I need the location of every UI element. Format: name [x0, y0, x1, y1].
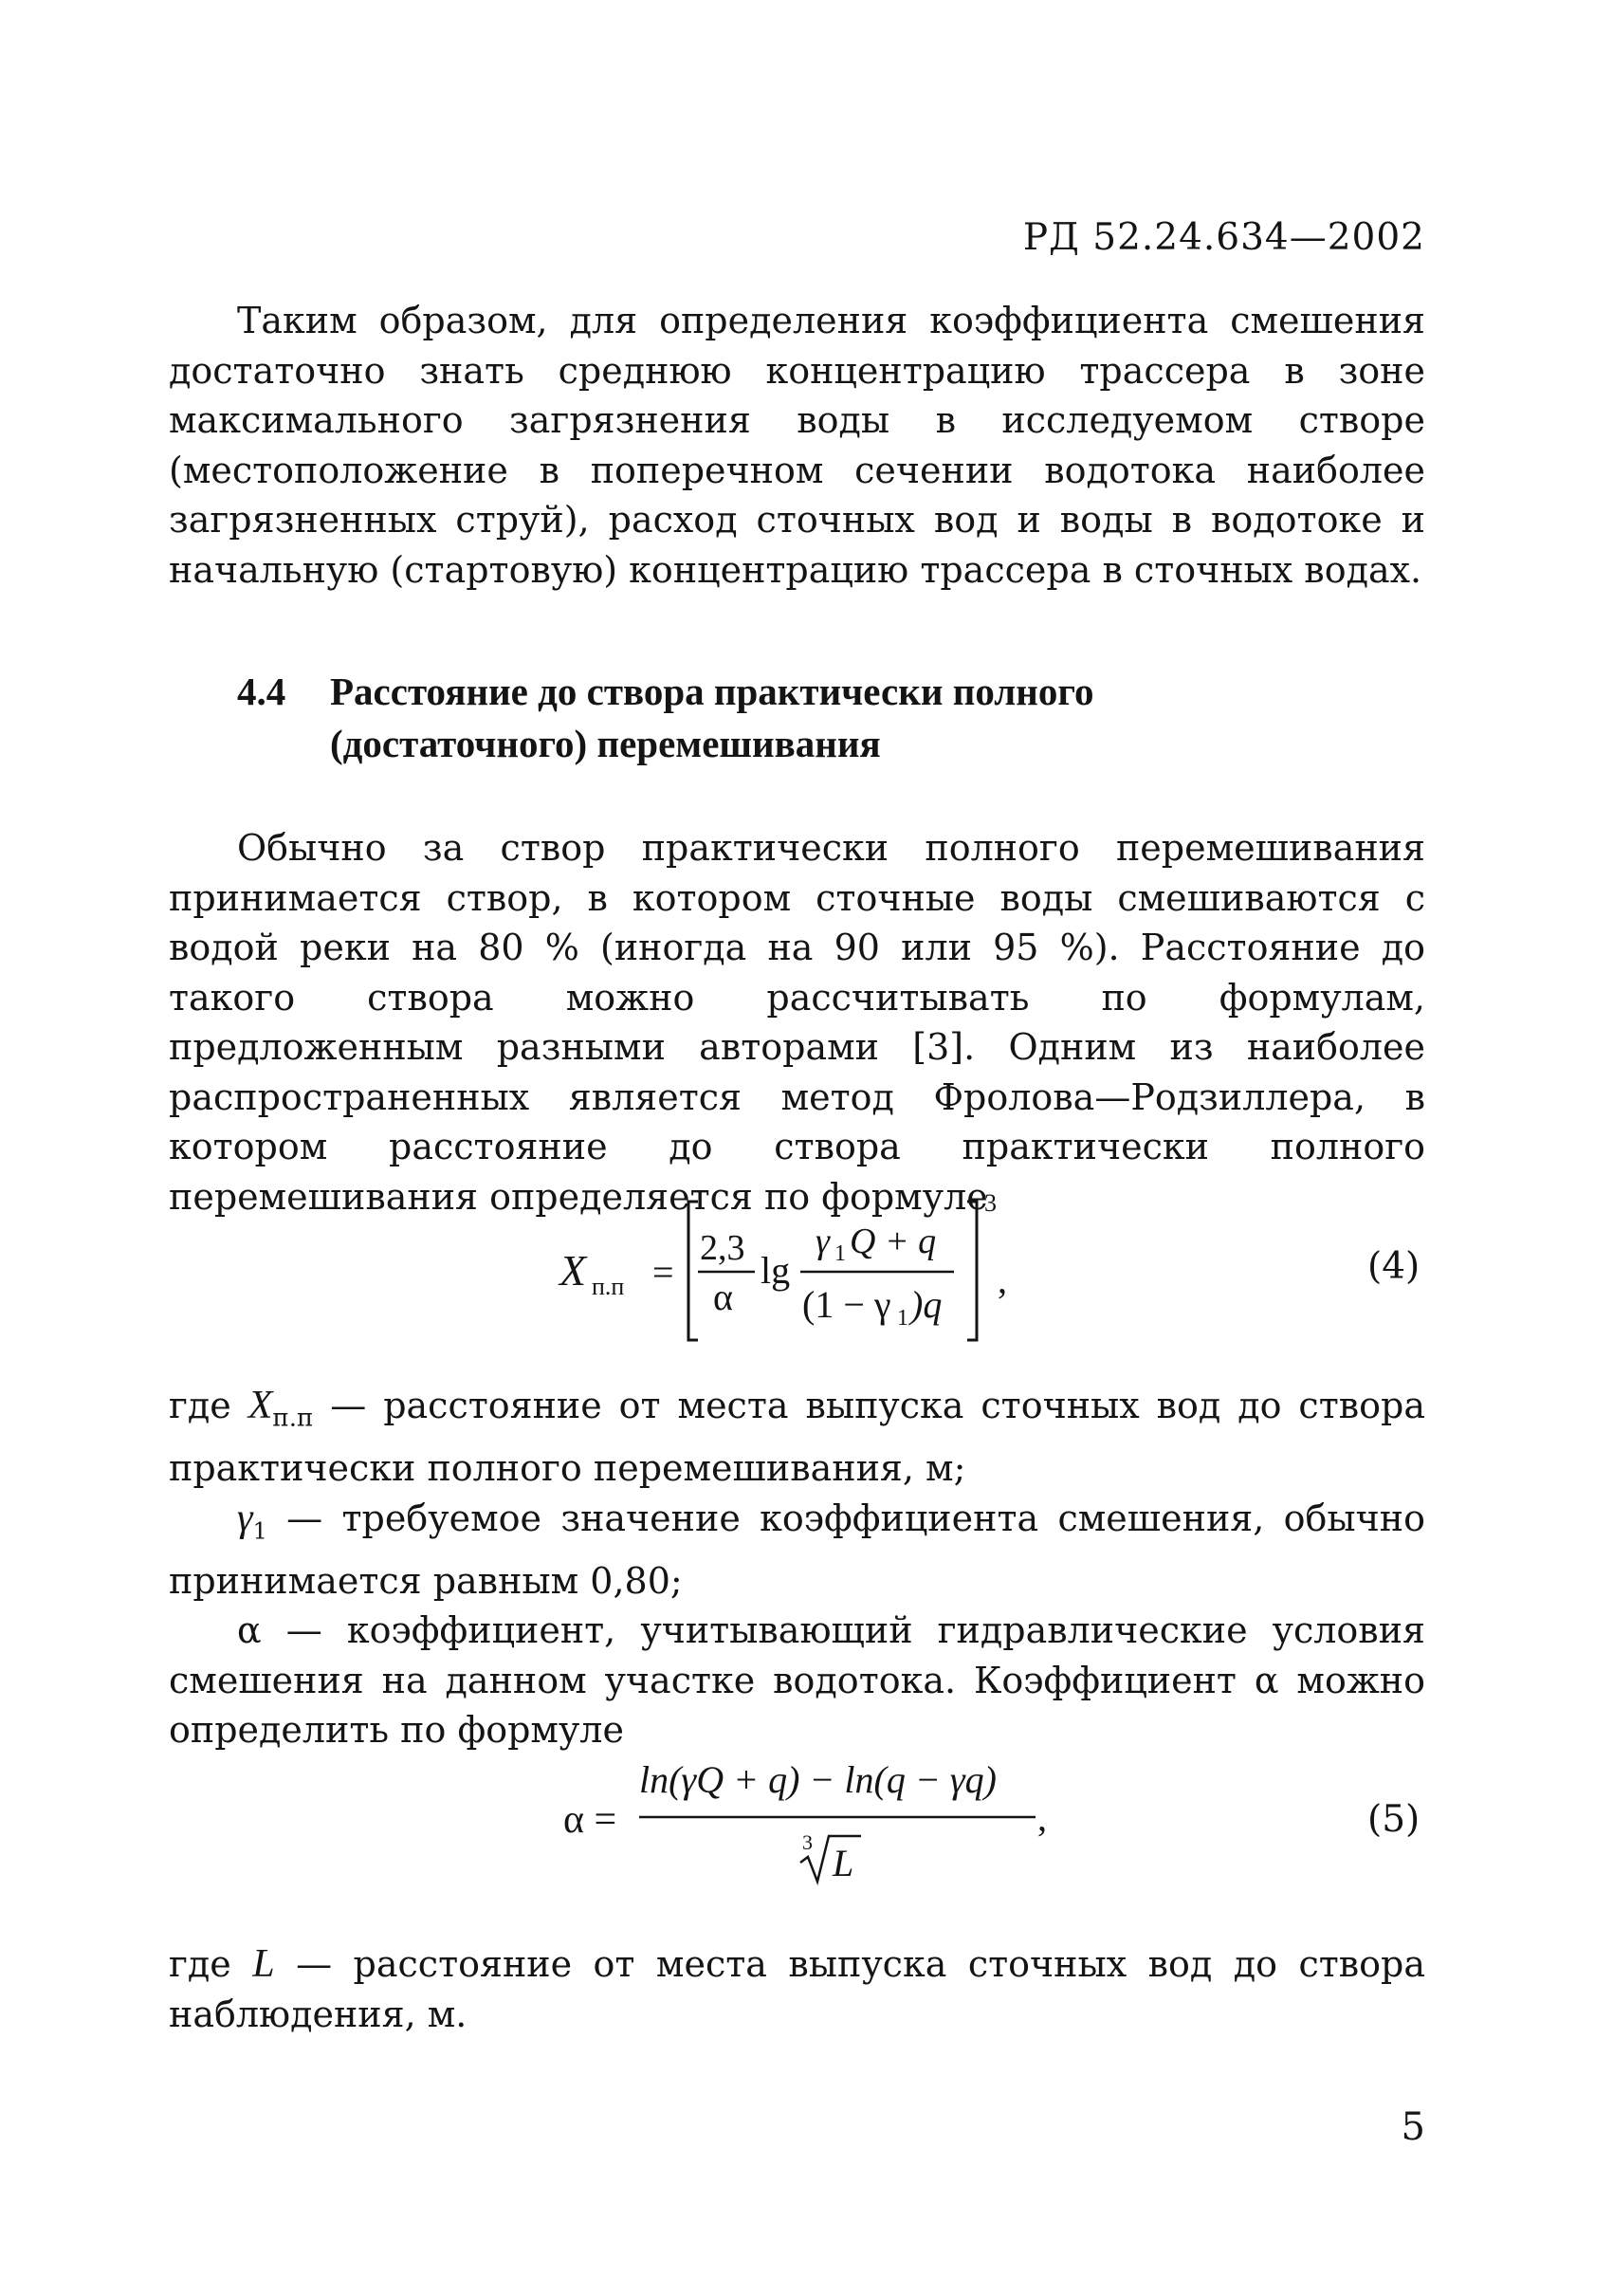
formula-5-numerator: ln(γQ + q) − ln(q − γq) — [639, 1758, 997, 1801]
section-number: 4.4 — [237, 670, 286, 713]
document-code: РД 52.24.634—2002 — [1022, 216, 1425, 259]
formula-4-coef-num: 2,3 — [700, 1228, 745, 1268]
formula-4-num-gamma-sub: 1 — [834, 1241, 846, 1266]
formula-5-radicand: L — [833, 1842, 854, 1884]
formula-5 — [559, 1747, 1091, 1899]
formula-4-log: lg — [761, 1249, 791, 1292]
formula-5-root-index: 3 — [802, 1830, 813, 1854]
paragraph-mixing-distance: Обычно за створ практически полного перемешивания принимается створ, в котором сточные воды смешиваются с водой реки на 80 % (иногда на 90 или 95 %). Расстояние до такого створа можно рассчитывать по формулам, предложенным разными авторами [3]. Одним из наиболее распространенных является метод Фролова—Родзиллера, в котором расстояние до створа практически полного перемешивания определяется по формуле — [169, 827, 1425, 1218]
section-title-line1: Расстояние до створа практически полного — [330, 670, 1094, 713]
formula-4-den-start: (1 − γ — [802, 1283, 891, 1326]
svg-text:=: = — [652, 1251, 674, 1294]
formula-4-coef-den: α — [713, 1276, 733, 1318]
formula-4-num-rest: Q + q — [850, 1221, 937, 1261]
formula-4-power: 3 — [984, 1190, 997, 1217]
left-bracket — [688, 1202, 698, 1340]
formula-4-num-gamma: γ — [816, 1221, 830, 1261]
definitions-formula-5 — [169, 1939, 1425, 2039]
equation-number-5: (5) — [1367, 1798, 1421, 1841]
definitions-formula-4 — [169, 1381, 1425, 1755]
section-title-line2: (достаточного) перемешивания — [330, 722, 881, 765]
formula-4-trailing-comma: , — [998, 1258, 1007, 1301]
definition-l: где L — расстояние от места выпуска сточных вод до створа наблюдения, м. — [169, 1942, 1425, 2035]
section-heading — [237, 666, 1328, 770]
formula-4-den-sub: 1 — [897, 1306, 908, 1331]
definition-x: где $X_{п.п}$ — расстояние от места выпуска сточных вод до створа практически полного перемешивания, м; — [169, 1384, 1425, 1490]
formula-4-den-end: )q — [910, 1283, 943, 1326]
formula-4 — [531, 1190, 1062, 1361]
definition-alpha: α — коэффициент, учитывающий гидравлические условия смешения на данном участке водотока. Коэффициент α можно определить по формуле — [169, 1609, 1425, 1752]
formula-4-lhs: X — [559, 1246, 587, 1295]
definition-gamma: $\gamma_1$ — требуемое значение коэффициента смешения, обычно принимается равным 0,80; — [169, 1496, 1425, 1602]
page-number: 5 — [1401, 2105, 1425, 2149]
right-bracket — [967, 1202, 977, 1340]
formula-5-lhs: α = — [563, 1798, 617, 1842]
formula-4-lhs-subscript: п.п — [592, 1273, 625, 1300]
equation-number-4: (4) — [1367, 1245, 1421, 1288]
formula-5-trailing-comma: , — [1037, 1796, 1047, 1839]
paragraph-mixing-summary: Таким образом, для определения коэффициента смешения достаточно знать среднюю концентрацию трассера в зоне максимального загрязнения воды в исследуемом створе (местоположение в поперечном сечении водотока наиболее загрязненных струй), расход сточных вод и воды в водотоке и начальную (стартовую) концентрацию трассера в сточных водах. — [169, 300, 1425, 591]
